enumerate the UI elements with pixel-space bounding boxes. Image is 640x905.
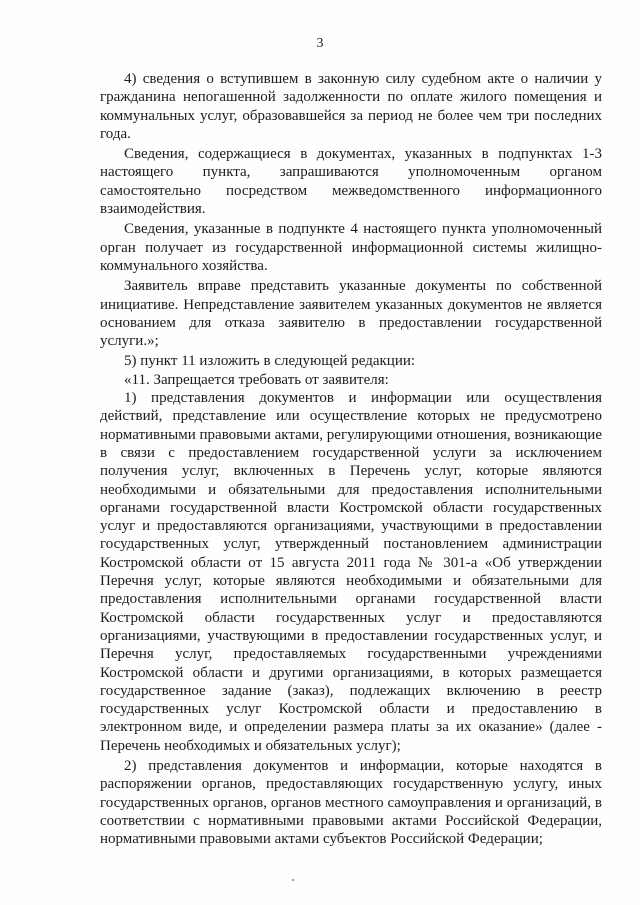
paragraph-gis-housing: Сведения, указанные в подпункте 4 настоящего пункта уполномоченный орган получает из государственной информационной системы жилищно-коммунального хозяйства. (100, 221, 602, 274)
paragraph-prohibition-2: 2) представления документов и информации, которые находятся в распоряжении органов, предоставляющих государственную услугу, иных государственных органов, органов местного самоуправления и организаций, в соответствии с нормативными правовыми актами Российской Федерации, нормативными правовыми актами субъектов Российской Федерации; (100, 757, 602, 848)
paragraph-item-4: 4) сведения о вступившем в законную силу судебном акте о наличии у гражданина непогашенной задолженности по оплате жилого помещения и коммунальных услуг, образовавшейся за период не более чем три последних года. (100, 71, 602, 142)
paragraph-requested-info: Сведения, содержащиеся в документах, указанных в подпунктах 1-3 настоящего пункта, запрашиваются уполномоченным органом самостоятельно посредством межведомственного информационного взаимодействия. (100, 146, 602, 218)
scan-speck (292, 879, 294, 881)
document-body (100, 70, 602, 850)
page-number: 3 (316, 36, 324, 51)
paragraph-applicant-right: Заявитель вправе представить указанные документы по собственной инициативе. Непредставление заявителем указанных документов не является основанием для отказа заявителю в предоставлении государственной услуги.»; (100, 278, 602, 350)
paragraph-prohibition-1: 1) представления документов и информации или осуществления действий, представление или осуществление которых не предусмотрено нормативными правовыми актами, регулирующими отношения, возникающие в связи с предоставлением государственной услуги за исключением получения услуг, включенных в Перечень услуг, которые являются необходимыми и обязательными для предоставления исполнительными органами государственной власти Костромской области государственных услуг и предоставляются организациями, участвующими в предоставлении государственных услуг, утвержденный постановлением администрации Костромской области от 15 августа 2011 года № 301-а «Об утверждении Перечня услуг, которые являются необходимыми и обязательными для предоставления исполнительными органами государственной власти Костромской области государственных услуг и предоставляются организациями, участвующими в предоставлении государственных услуг, и Перечня услуг, предоставляемых государственными учреждениями Костромской области и другими организациями, в которых размещается государственное задание (заказ), подлежащих включению в реестр государственных услуг Костромской области и предоставлению в электронном виде, и определении размера платы за их оказание» (далее - Перечень необходимых и обязательных услуг); (100, 390, 602, 754)
paragraph-clause-11-header: «11. Запрещается требовать от заявителя: (124, 371, 389, 388)
paragraph-clause-5: 5) пункт 11 изложить в следующей редакции: (124, 353, 416, 370)
